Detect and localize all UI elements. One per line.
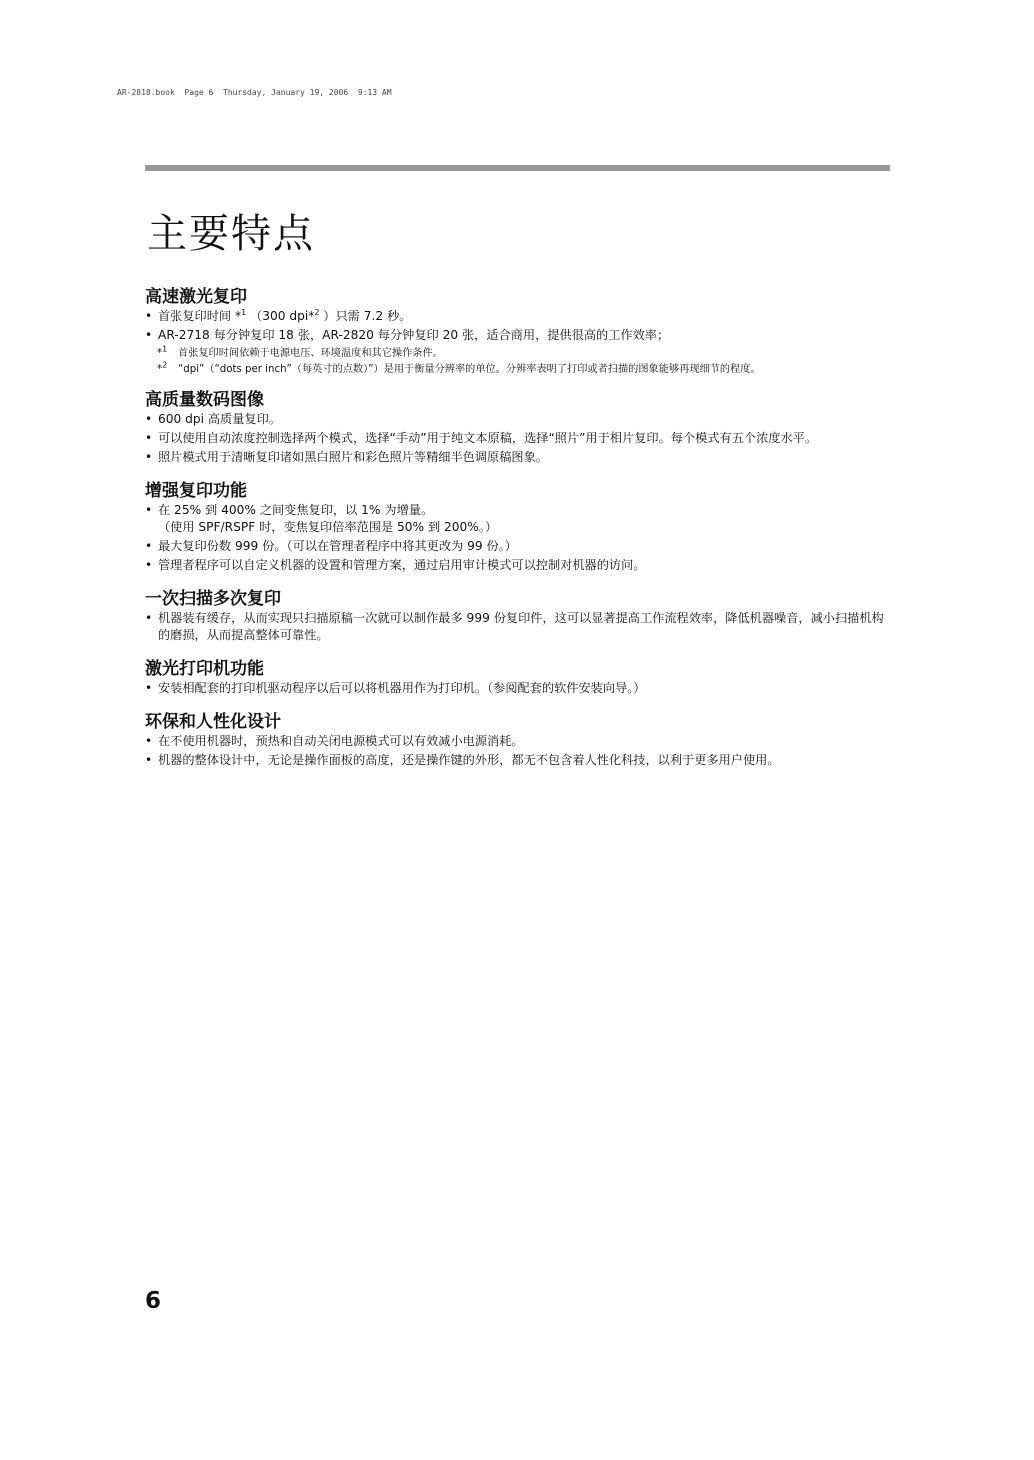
bullet-dot: • (145, 611, 153, 625)
bullet-text: 管理者程序可以自定义机器的设置和管理方案，通过启用审计模式可以控制对机器的访问。 (158, 558, 646, 572)
section-scan-once (145, 588, 895, 644)
list-item (145, 411, 895, 428)
footnote (145, 362, 895, 377)
bullet-dot: • (145, 328, 153, 342)
bullet-text: 照片模式用于清晰复印诸如黑白照片和彩色照片等精细半色调原稿图象。 (158, 450, 548, 464)
bullet-text: 机器装有缓存，从而实现只扫描原稿一次就可以制作最多 999 份复印件，这可以显著提高工作流程效率，降低机器噪音，减小扫描机构的磨损，从而提高整体可靠性。 (158, 611, 884, 642)
bullet-list (145, 502, 895, 574)
section-heading: 一次扫描多次复印 (145, 589, 281, 609)
bullet-text: AR-2718 每分钟复印 18 张，AR-2820 每分钟复印 20 张，适合商用，提供很高的工作效率； (158, 328, 670, 342)
bullet-text-continued: （使用 SPF/RSPF 时，变焦复印倍率范围是 50% 到 200%。） (158, 520, 498, 534)
footnote-ref: 1 (241, 307, 247, 317)
bullet-dot: • (145, 412, 153, 426)
bullet-text-post: ）只需 7.2 秒。 (319, 309, 412, 323)
list-item (145, 538, 895, 555)
section-heading: 增强复印功能 (145, 481, 247, 501)
list-item (145, 733, 895, 750)
section-eco-design (145, 711, 895, 769)
footnote-text: “dpi”（“dots per inch”（每英寸的点数）”）是用于衡量分辨率的单位。分辨率表明了打印或者扫描的图象能够再现细节的程度。 (178, 364, 761, 375)
bullet-dot: • (145, 753, 153, 767)
footnote-ref: 2 (314, 307, 320, 317)
section-heading: 高速激光复印 (145, 287, 247, 307)
list-item (145, 502, 895, 536)
footnote-mark: *$^2$ (157, 360, 168, 375)
page-title: 主要特点 (147, 211, 315, 257)
book-header-meta: AR-2818.book Page 6 Thursday, January 19, 2006 9:13 AM (117, 88, 392, 97)
bullet-dot: • (145, 734, 153, 748)
bullet-dot: • (145, 558, 153, 572)
bullet-dot: • (145, 309, 153, 323)
section-heading: 激光打印机功能 (145, 659, 264, 679)
list-item (145, 752, 895, 769)
main-content (145, 286, 895, 771)
footnote (145, 346, 895, 361)
list-item (145, 680, 895, 697)
bullet-list (145, 411, 895, 466)
list-item (145, 449, 895, 466)
list-item (145, 610, 895, 644)
title-rule (145, 165, 890, 171)
list-item (145, 327, 895, 344)
list-item (145, 557, 895, 574)
section-heading: 高质量数码图像 (145, 390, 264, 410)
section-enhanced-copy (145, 480, 895, 574)
bullet-text-mid: （300 dpi* (246, 309, 315, 323)
footnote-mark: *$^1$ (157, 344, 168, 359)
bullet-text: 600 dpi 高质量复印。 (158, 412, 281, 426)
bullet-list (145, 308, 895, 344)
section-printer-function (145, 658, 895, 697)
section-digital-image (145, 389, 895, 466)
bullet-text: 在不使用机器时，预热和自动关闭电源模式可以有效减小电源消耗。 (158, 734, 524, 748)
section-high-speed-copy (145, 286, 895, 377)
bullet-text: 安装相配套的打印机驱动程序以后可以将机器用作为打印机。（参阅配套的软件安装向导。） (158, 681, 646, 695)
bullet-dot: • (145, 681, 153, 695)
bullet-text: 机器的整体设计中，无论是操作面板的高度，还是操作键的外形，都无不包含着人性化科技，以利于更多用户使用。 (158, 753, 780, 767)
bullet-dot: • (145, 450, 153, 464)
bullet-dot: • (145, 503, 153, 517)
page-number: 6 (145, 1288, 162, 1314)
bullet-list (145, 680, 895, 697)
list-item (145, 308, 895, 325)
bullet-list (145, 733, 895, 769)
section-heading: 环保和人性化设计 (145, 712, 281, 732)
footnote-text: 首张复印时间依赖于电源电压、环境温度和其它操作条件。 (178, 348, 443, 359)
bullet-text: 在 25% 到 400% 之间变焦复印，以 1% 为增量。 (158, 503, 434, 517)
bullet-text: 可以使用自动浓度控制选择两个模式，选择“手动”用于纯文本原稿，选择“照片”用于相片复印。每个模式有五个浓度水平。 (158, 431, 818, 445)
bullet-text-pre: 首张复印时间 * (158, 309, 242, 323)
bullet-dot: • (145, 431, 153, 445)
bullet-list (145, 610, 895, 644)
bullet-dot: • (145, 539, 153, 553)
list-item (145, 430, 895, 447)
bullet-text: 最大复印份数 999 份。（可以在管理者程序中将其更改为 99 份。） (158, 539, 517, 553)
